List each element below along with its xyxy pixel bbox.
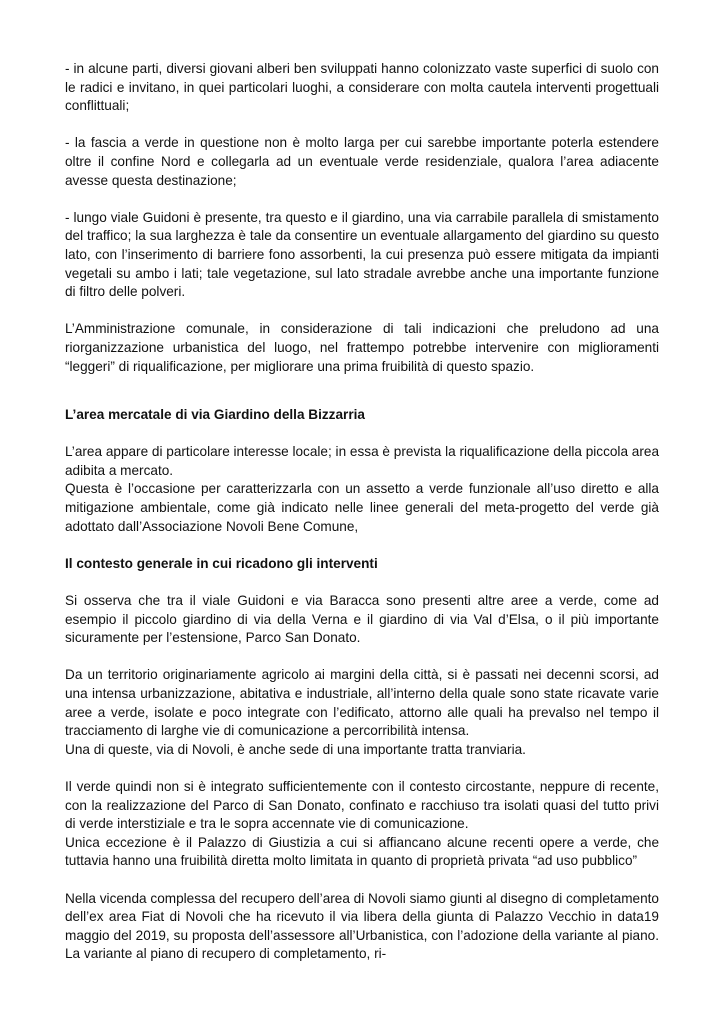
paragraph-verde-integrato: Il verde quindi non si è integrato sufficientemente con il contesto circostante, neppure di recente, con la realizzazione del Parco di San Donato, confinato e racchiuso tra isolati quasi del tutto privi di verde interstiziale e tra le sopra accennate vie di comunicazione. xyxy=(65,778,659,832)
paragraph-green-strip: - la fascia a verde in questione non è molto larga per cui sarebbe importante poterla estendere oltre il confine Nord e collegarla ad un eventuale verde residenziale, qualora l’area adiacente avesse questa destinazione; xyxy=(65,135,659,188)
document-page xyxy=(65,60,659,964)
heading-area-mercatale: L’area mercatale di via Giardino della Bizzarria xyxy=(65,407,365,423)
paragraph-amministrazione: L’Amministrazione comunale, in considerazione di tali indicazioni che preludono ad una riorganizzazione urbanistica del luogo, nel frattempo potrebbe intervenire con miglioramenti “leggeri” di riqualificazione, per migliorare una prima fruibilità di questo spazio. xyxy=(65,321,659,374)
spacer xyxy=(65,573,659,592)
heading-contesto-generale: Il contesto generale in cui ricadono gli interventi xyxy=(65,555,378,571)
spacer xyxy=(65,536,659,555)
spacer xyxy=(65,376,659,406)
spacer xyxy=(65,190,659,209)
spacer xyxy=(65,871,659,890)
paragraph-young-trees: - in alcune parti, diversi giovani alberi ben sviluppati hanno colonizzato vaste superfici di suolo con le radici e invitano, in quei particolari luoghi, a considerare con molta cautela interventi progettuali conflittuali; xyxy=(65,61,659,114)
paragraph-recupero-novoli: Nella vicenda complessa del recupero dell’area di Novoli siamo giunti al disegno di completamento dell’ex area Fiat di Novoli che ha ricevuto il via libera della giunta di Palazzo Vecchio in data19 maggio del 2019, su proposta dell’assessore all’Urbanistica, con l’adozione della variante al piano. La variante al piano di recupero di completamento, ri- xyxy=(65,890,659,962)
spacer xyxy=(65,648,659,667)
spacer xyxy=(65,759,659,778)
paragraph-via-novoli: Una di queste, via di Novoli, è anche sede di una importante tratta tranviaria. xyxy=(65,741,526,757)
paragraph-territorio-agricolo: Da un territorio originariamente agricolo ai margini della città, si è passati nei decenni scorsi, ad una intensa urbanizzazione, abitativa e industriale, all’interno della quale sono state ricavate varie aree a verde, isolate e poco integrate con l’edificato, attorno alle quali ha prevalso nel tempo il tracciamento di larghe vie di comunicazione a percorribilità intensa. xyxy=(65,667,659,739)
paragraph-aree-verde: Si osserva che tra il viale Guidoni e via Baracca sono presenti altre aree a verde, come ad esempio il piccolo giardino di via della Verna e il giardino di via Val d’Elsa, o il più importante sicuramente per l’estensione, Parco San Donato. xyxy=(65,593,659,646)
paragraph-palazzo-giustizia: Unica eccezione è il Palazzo di Giustizia a cui si affiancano alcune recenti opere a verde, che tuttavia hanno una fruibilità diretta molto limitata in quanto di proprietà privata “ad uso pubblico” xyxy=(65,834,659,869)
spacer xyxy=(65,425,659,444)
paragraph-area-interesse: L’area appare di particolare interesse locale; in essa è prevista la riqualificazione della piccola area adibita a mercato. xyxy=(65,444,659,478)
paragraph-occasione: Questa è l’occasione per caratterizzarla con un assetto a verde funzionale all’uso diretto e alla mitigazione ambientale, come già indicato nelle linee generali del meta-progetto del verde già adottato dall’Associazione Novoli Bene Comune, xyxy=(65,481,659,534)
spacer xyxy=(65,116,659,135)
spacer xyxy=(65,302,659,321)
paragraph-viale-guidoni: - lungo viale Guidoni è presente, tra questo e il giardino, una via carrabile parallela di smistamento del traffico; la sua larghezza è tale da consentire un eventuale allargamento del giardino su questo lato, con l’inserimento di barriere fono assorbenti, la cui presenza può essere mitigata da impianti vegetali su ambo i lati; tale vegetazione, sul lato stradale avrebbe anche una importante funzione di filtro delle polveri. xyxy=(65,209,659,300)
